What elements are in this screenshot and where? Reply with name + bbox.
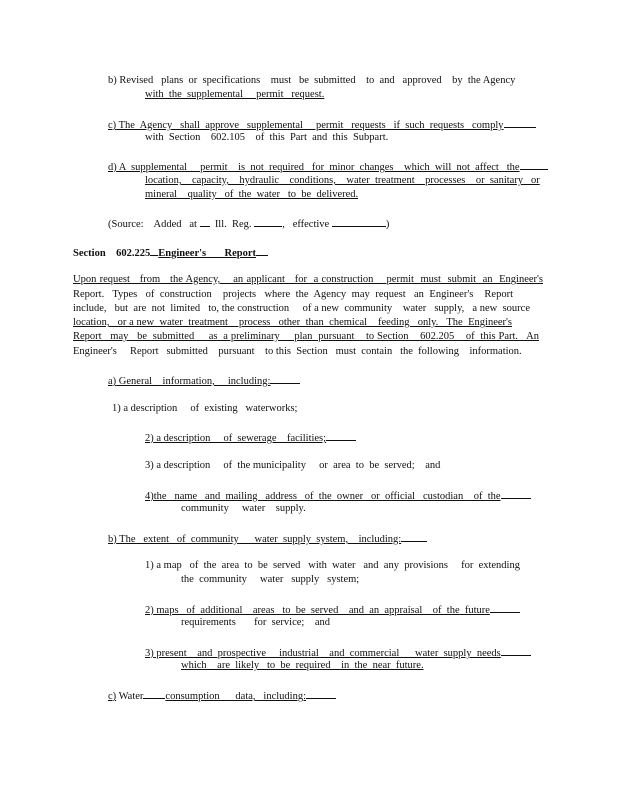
item-b3-line1: [145, 645, 531, 660]
underline-rule: [501, 645, 531, 656]
underlined-text: General information, including:: [116, 376, 271, 387]
intro-line-6: Engineer's Report submitted pursuant to this Section must contain the following information.: [73, 346, 522, 357]
underline-rule: [143, 688, 165, 699]
item-c-agency-line1: [108, 117, 536, 132]
item-b1-line1: 1) a map of the area to be served with water and any provisions for extending: [145, 560, 520, 571]
item-c-agency-line2: with Section 602.105 of this Part and this Subpart.: [145, 132, 389, 143]
item-label: 2): [145, 433, 154, 444]
item-label: 3): [145, 648, 154, 659]
item-label: b): [108, 534, 117, 545]
underline-rule: [504, 117, 536, 128]
underlined-text: 4)the name and mailing address of the owner or official custodian of the: [145, 491, 501, 502]
underlined-text: location, capacity, hydraulic conditions, water treatment processes or sanitary or: [145, 175, 540, 186]
underlined-text: which are likely to be required in the near future.: [181, 660, 424, 671]
item-a4-line2: community water supply.: [181, 503, 306, 514]
item-label: d): [108, 162, 117, 173]
item-label: c): [108, 120, 117, 131]
source-effective: , effective: [282, 219, 332, 230]
underline-rule: [401, 531, 427, 542]
item-label: 2): [145, 605, 154, 616]
underline-rule: [270, 373, 300, 384]
underlined-text: with the supplemental permit request.: [145, 89, 325, 100]
underline-rule: [306, 688, 336, 699]
item-b2-line1: [145, 602, 520, 617]
intro-line-5: Report may be submitted as a preliminary plan pursuant to Section 602.205 of this Part. An: [73, 331, 539, 342]
source-middle: Ill. Reg.: [209, 219, 255, 230]
underlined-text: a description of sewerage facilities;: [153, 433, 327, 444]
underlined-text: maps of additional areas to be served and an appraisal of the future: [153, 605, 490, 616]
blank-volume: [200, 216, 210, 227]
item-b-revised-line1: b) Revised plans or specifications must be submitted to and approved by the Agency: [108, 75, 516, 86]
item-a3: 3) a description of the municipality or area to be served; and: [145, 460, 441, 471]
item-c-water-prefix: Water: [116, 691, 144, 702]
item-b3-line2: [181, 659, 424, 672]
underlined-text: A supplemental permit is not required for minor changes which will not affect the: [116, 162, 520, 173]
underlined-text: The Agency shall approve supplemental permit requests if such requests comply: [116, 120, 504, 131]
underlined-text: present and prospective industrial and commercial water supply needs: [153, 648, 501, 659]
underline-rule: [256, 245, 268, 256]
item-a4-line1: [145, 488, 531, 503]
source-prefix: (Source: Added at: [108, 219, 200, 230]
item-b1-line2: the community water supply system;: [181, 574, 360, 585]
underline-rule: [490, 602, 520, 613]
item-label: c): [108, 691, 117, 702]
underlined-text: mineral quality of the water to be delivered.: [145, 189, 359, 200]
source-note: [108, 216, 389, 231]
blank-page: [254, 216, 282, 227]
underline-rule: [501, 488, 531, 499]
item-d-supplemental-line2: [145, 174, 540, 187]
underlined-text: consumption data, including:: [165, 691, 306, 702]
section-number: Section 602.225: [73, 248, 151, 259]
item-b-revised-line2: [145, 88, 324, 101]
item-a1: 1) a description of existing waterworks;: [112, 403, 298, 414]
intro-line-2: Report. Types of construction projects where the Agency may request an Engineer's Report: [73, 289, 513, 300]
underline-rule: [520, 159, 548, 170]
item-d-supplemental-line1: [108, 159, 548, 174]
item-d-supplemental-line3: [145, 188, 358, 201]
item-a2: [145, 430, 356, 445]
item-label: a): [108, 376, 117, 387]
intro-line-4: location, or a new water treatment process other than chemical feeding only. The Engineer's: [73, 317, 512, 328]
blank-date: [332, 216, 386, 227]
intro-line-3: include, but are not limited to, the construction of a new community water supply, a new source: [73, 303, 530, 314]
section-title: Engineer's Report: [158, 248, 256, 259]
item-a-general: [108, 373, 300, 388]
source-close: ): [385, 219, 390, 230]
section-heading: [73, 245, 268, 260]
item-b2-line2: requirements for service; and: [181, 617, 330, 628]
intro-line-1: Upon request from the Agency, an applicant for a construction permit must submit an Engineer's: [73, 274, 543, 285]
item-c-water: [108, 688, 336, 703]
item-b-extent: [108, 531, 427, 546]
underline-rule: [326, 430, 356, 441]
underlined-text: The extent of community water supply system, including:: [116, 534, 402, 545]
